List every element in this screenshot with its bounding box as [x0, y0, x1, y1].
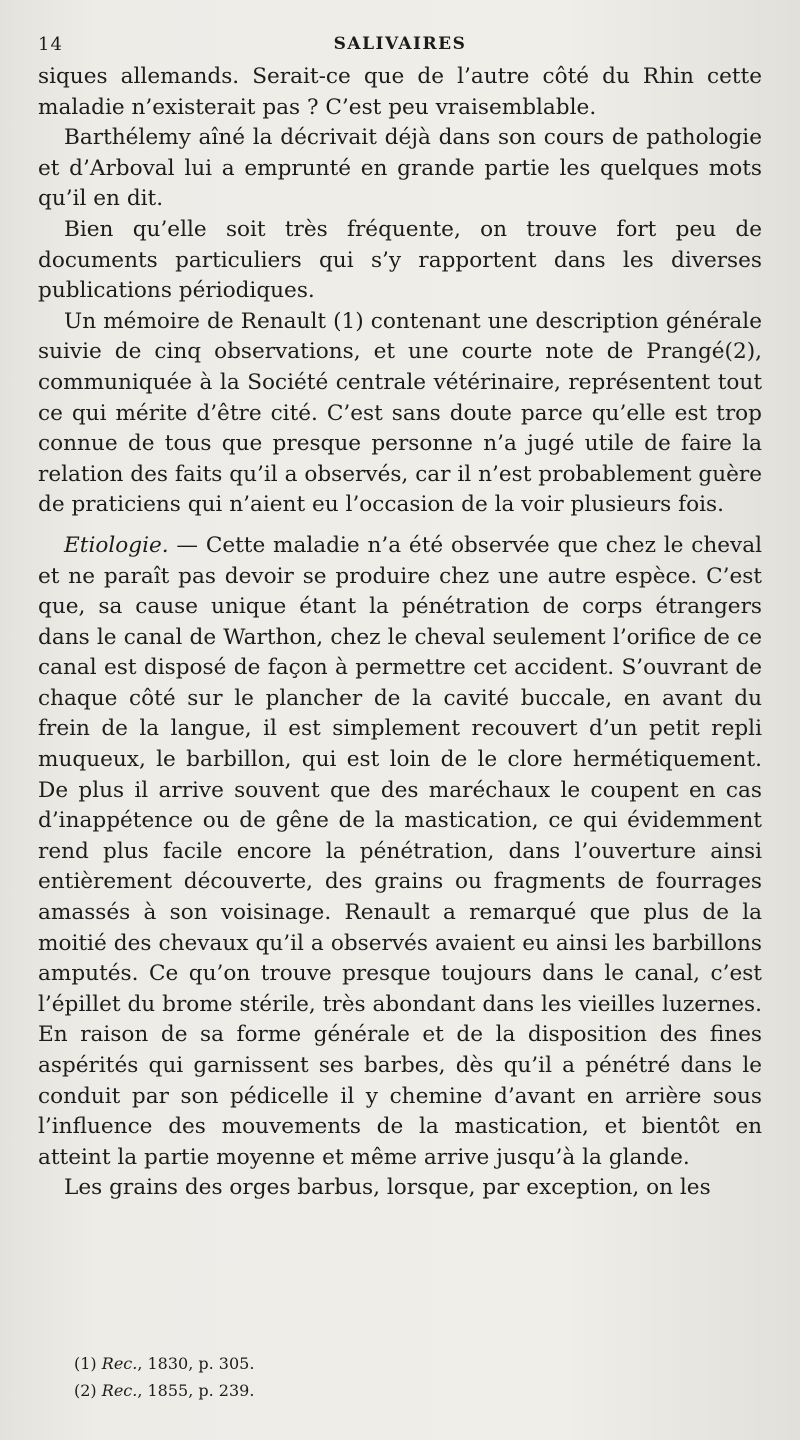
footnote-mark: (1) [74, 1354, 97, 1373]
paragraph-barthelemy: Barthélemy aîné la décrivait déjà dans son cours de pathologie et d’Arboval lui a emprunté en grande partie les quelques mots qu’il en dit. [38, 125, 762, 212]
footnote-citation: , 1830, p. 305. [137, 1354, 255, 1373]
paragraph-orges: Les grains des orges barbus, lorsque, par exception, on les [64, 1175, 711, 1201]
paragraph-renault-memoir: Un mémoire de Renault (1) contenant une description générale suivie de cinq observations, et une courte note de Prangé(2), communiquée à la Société centrale vétérinaire, représentent tout ce qui mérite d’être cité. C’est sans doute parce qu’elle est trop connue de tous que presque personne n’a jugé utile de faire la relation des faits qu’il a observés, car il n’est probablement guère de praticiens qui n’aient eu l’occasion de la voir plusieurs fois. [38, 308, 762, 518]
running-head [38, 30, 762, 62]
footnote-ref: Rec. [101, 1381, 138, 1400]
body-text [38, 62, 762, 1204]
footnote-1 [74, 1350, 254, 1377]
paragraph-documents: Bien qu’elle soit très fréquente, on trouve fort peu de documents particuliers qui s’y rapportent dans les diverses publications périodiques. [38, 216, 762, 304]
footnote-ref: Rec. [101, 1354, 138, 1373]
footnotes [74, 1350, 254, 1404]
footnote-2 [74, 1377, 254, 1404]
paragraph-etiology [38, 531, 762, 1173]
footnote-citation: , 1855, p. 239. [137, 1381, 255, 1400]
section-title-etiology: Etiologie. [64, 532, 169, 558]
footnote-mark: (2) [74, 1381, 97, 1400]
page-number: 14 [38, 34, 63, 55]
paragraph-continuation: siques allemands. Serait-ce que de l’autre côté du Rhin cette maladie n’existerait pas ? C’est peu vraisemblable. [38, 64, 762, 120]
running-title: SALIVAIRES [333, 34, 467, 54]
section-dash: — [168, 532, 206, 558]
etiology-text: Cette maladie n’a été observée que chez le cheval et ne paraît pas devoir se produire chez une autre espèce. C’est que, sa cause unique étant la pénétration de corps étrangers dans le canal de Warthon, chez le cheval seulement l’orifice de ce canal est disposé de façon à permettre cet accident. S’ouvrant de chaque côté sur le plancher de la cavité buccale, en avant du frein de la langue, il est simplement recouvert d’un petit repli muqueux, le barbillon, qui est loin de le clore hermétiquement. De plus il arrive souvent que des maréchaux le coupent en cas d’inappétence ou de gêne de la mastication, ce qui évidemment rend plus facile encore la pénétration, dans l’ouverture ainsi entièrement découverte, des grains ou fragments de fourrages amassés à son voisinage. Renault a remarqué que plus de la moitié des chevaux qu’il a observés avaient eu ainsi les barbillons amputés. Ce qu’on trouve presque toujours dans le canal, c’est l’épillet du brome stérile, très abondant dans les vieilles luzernes. En raison de sa forme générale et de la disposition des fines aspérités qui garnissent ses barbes, dès qu’il a pénétré dans le conduit par son pédicelle il y chemine d’avant en arrière sous l’influence des mouvements de la mastication, et bientôt en atteint la partie moyenne et même arrive jusqu’à la glande. [38, 532, 762, 1170]
